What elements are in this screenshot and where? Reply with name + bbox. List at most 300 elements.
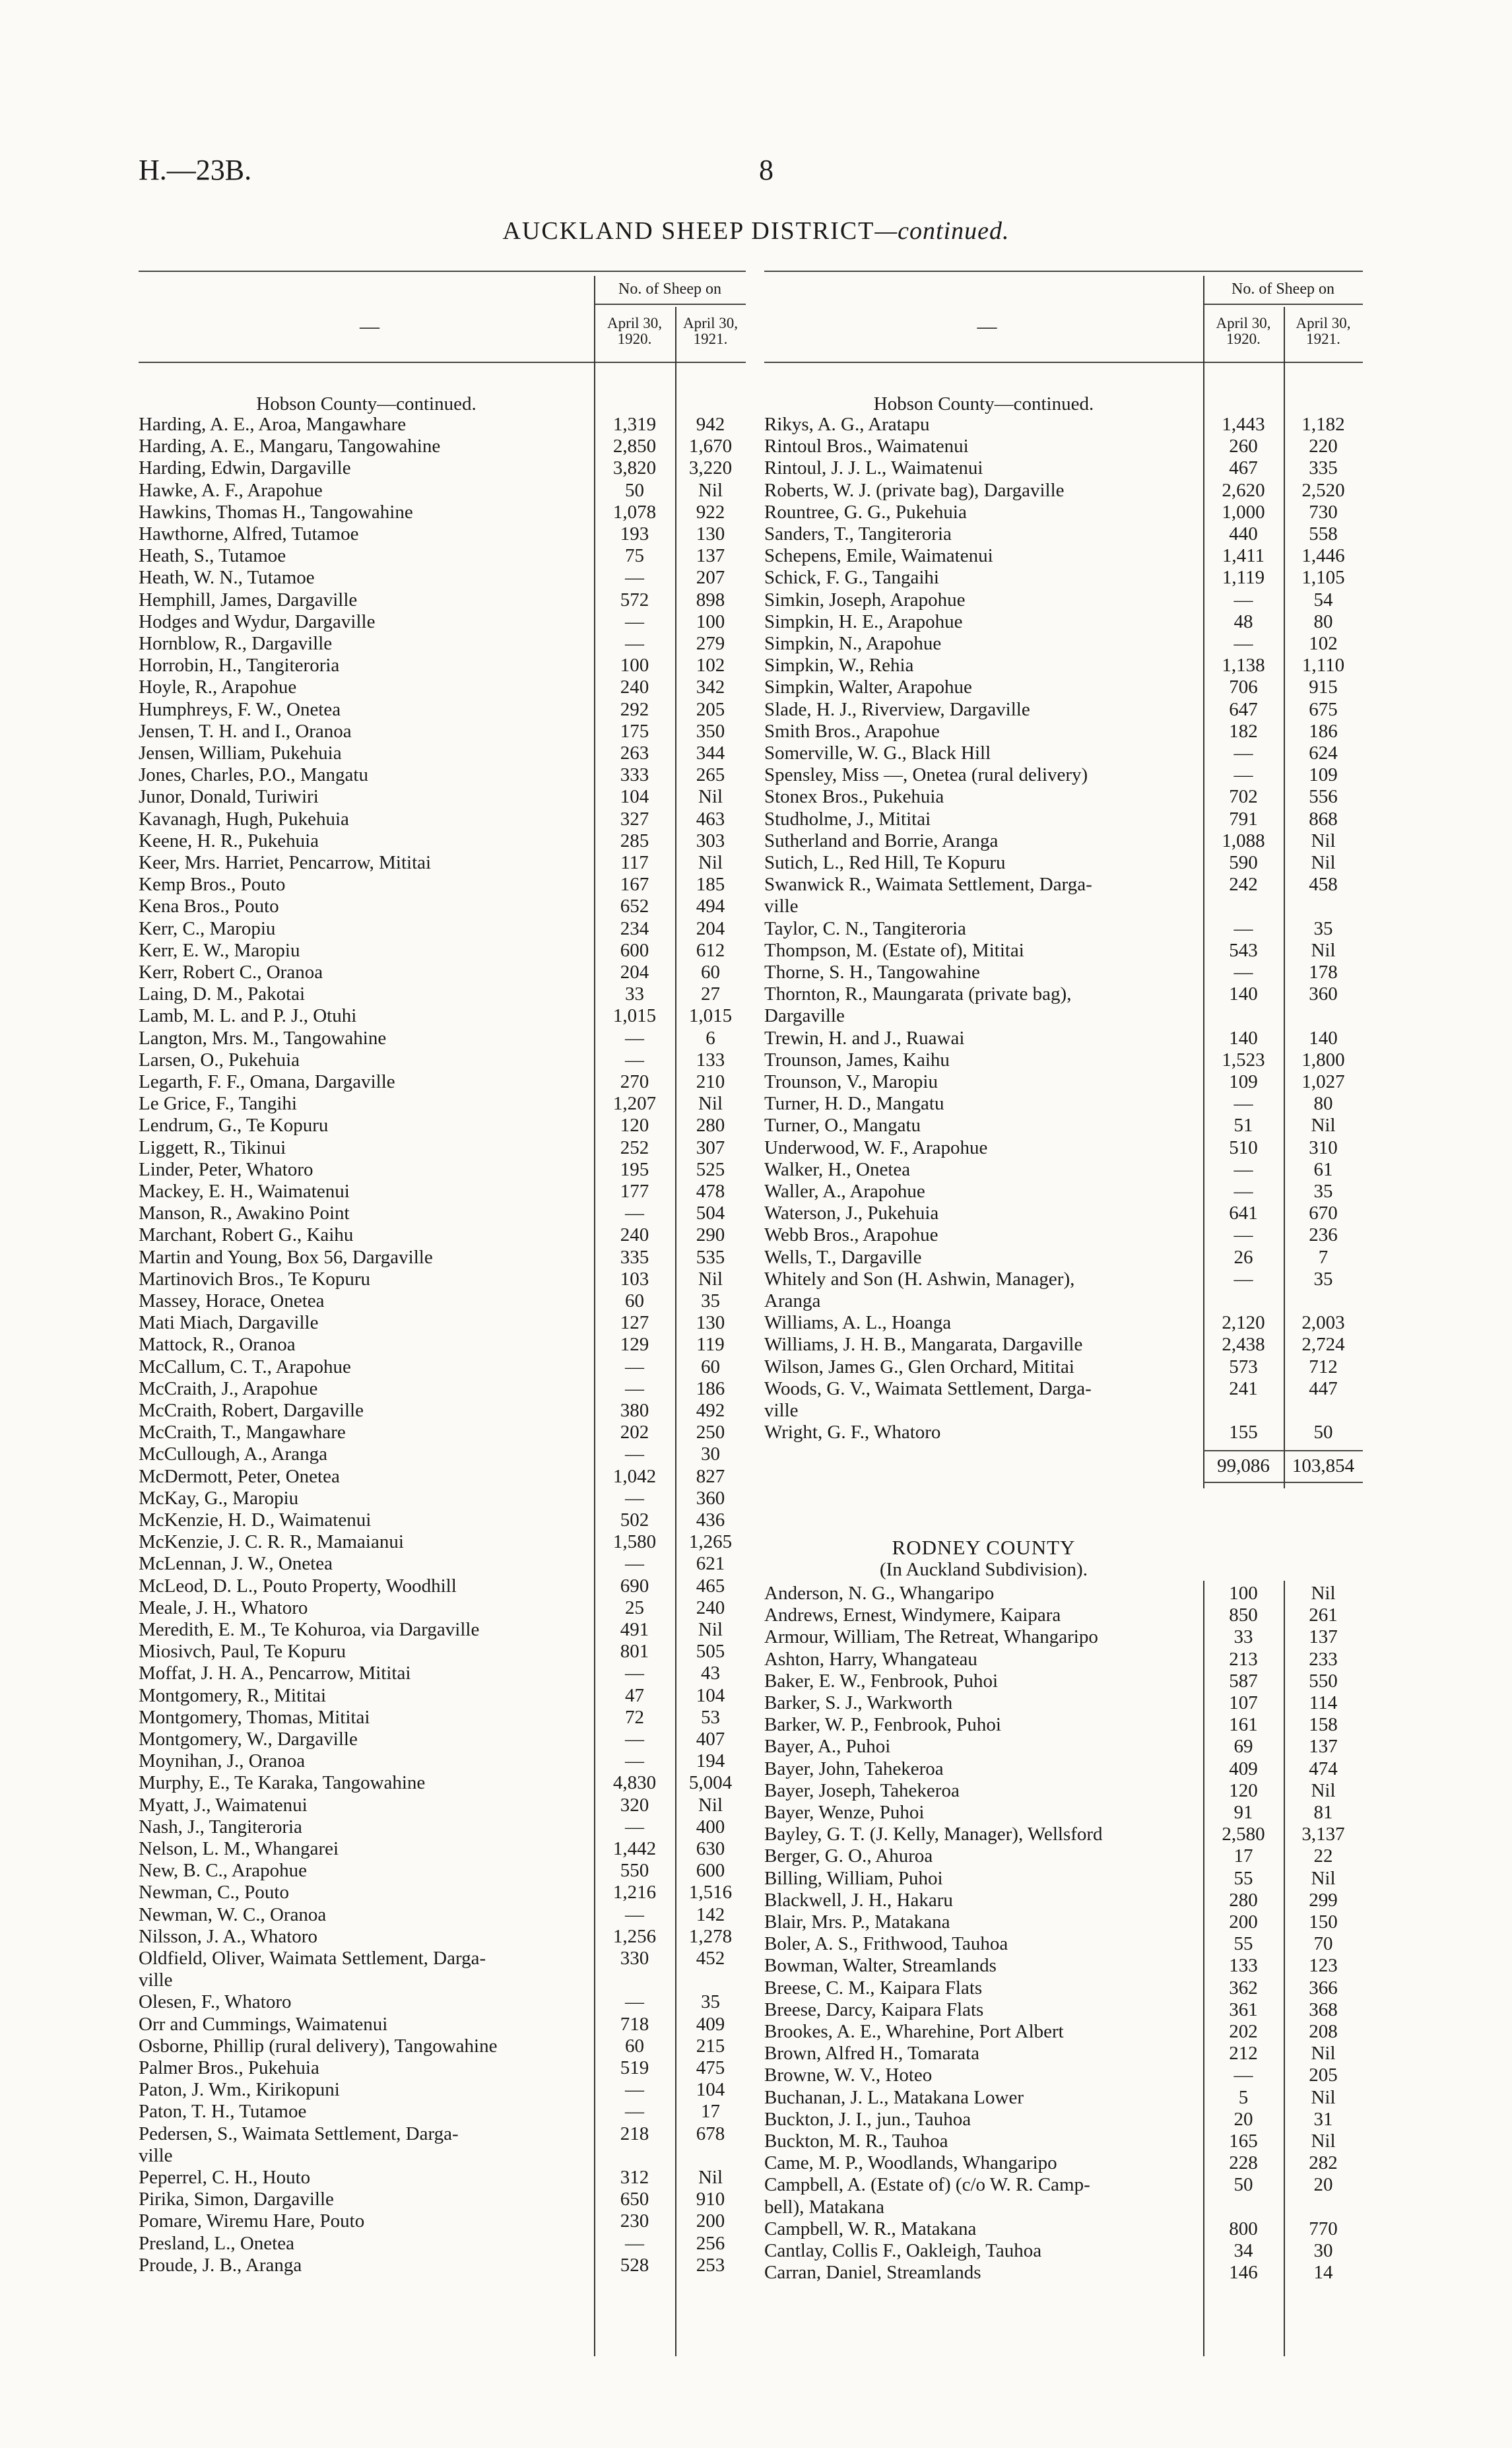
right-row (764, 1115, 1363, 1137)
left-row (139, 721, 746, 743)
sheep-1920: 1,042 (612, 1465, 657, 1487)
owner-name: Keene, H. R., Pukehuia (139, 830, 319, 851)
sheep-1921: 2,003 (1301, 1312, 1345, 1334)
rodney-row (764, 1780, 1363, 1802)
left-row (139, 743, 746, 764)
left-row (139, 1641, 746, 1663)
sheep-1920: 195 (620, 1158, 649, 1180)
sheep-1920: 177 (620, 1181, 649, 1202)
right-row (764, 1247, 1363, 1269)
owner-name: Bayer, Joseph, Tahekeroa (764, 1779, 960, 1801)
owner-name: Brookes, A. E., Wharehine, Port Albert (764, 2021, 1064, 2042)
sheep-1921: 621 (696, 1553, 725, 1575)
sheep-1920: 241 (1229, 1377, 1258, 1399)
owner-name: Trounson, V., Maropiu (764, 1071, 938, 1092)
left-row (139, 457, 746, 479)
sheep-1920: — (1233, 1181, 1253, 1202)
sheep-1920: 362 (1229, 1977, 1258, 1999)
owner-name: Breese, Darcy, Kaipara Flats (764, 1999, 984, 2020)
sheep-1920: 202 (1229, 2021, 1258, 2042)
owner-name: Simpkin, H. E., Arapohue (764, 611, 963, 632)
sheep-1920: 117 (620, 852, 649, 873)
sheep-1921: 137 (1309, 1736, 1338, 1758)
sheep-1921: 236 (1309, 1224, 1338, 1246)
sheep-1920: 292 (620, 698, 649, 720)
owner-name: Trounson, James, Kaihu (764, 1049, 950, 1071)
right-row (764, 918, 1363, 940)
sheep-1920: 380 (620, 1400, 649, 1421)
sheep-1921: 1,800 (1301, 1049, 1345, 1071)
title-main: AUCKLAND SHEEP DISTRICT (502, 217, 875, 245)
owner-name: Underwood, W. F., Arapohue (764, 1137, 988, 1158)
sheep-1921: 504 (696, 1203, 725, 1224)
sheep-1920: 573 (1229, 1356, 1258, 1377)
owner-name: Breese, C. M., Kaipara Flats (764, 1977, 983, 1999)
sheep-1921: 20 (1313, 2174, 1333, 2196)
col-header-1921-line: 1921. (1306, 331, 1340, 347)
left-row (139, 1991, 746, 2013)
owner-name: Pirika, Simon, Dargaville (139, 2189, 334, 2210)
sheep-1921: 6 (706, 1027, 715, 1049)
left-row (139, 1619, 746, 1641)
left-row (139, 1181, 746, 1203)
sheep-1920: 146 (1229, 2262, 1258, 2284)
owner-name: Webb Bros., Arapohue (764, 1224, 938, 1246)
owner-name: Sutherland and Borrie, Aranga (764, 830, 999, 851)
sheep-1921: 35 (1313, 1181, 1333, 1202)
right-row (764, 633, 1363, 655)
sheep-1921: 35 (701, 1290, 720, 1311)
rodney-row (764, 2021, 1363, 2043)
sheep-1920: 702 (1229, 786, 1258, 808)
left-row (139, 1597, 746, 1619)
left-row (139, 1553, 746, 1575)
sheep-1920: 240 (620, 1224, 649, 1246)
sheep-1921: Nil (1311, 1779, 1336, 1801)
left-row (139, 1838, 746, 1860)
sheep-1920: 252 (620, 1137, 649, 1158)
left-row (139, 874, 746, 896)
sheep-1920: 200 (1229, 1911, 1258, 1933)
left-row (139, 1028, 746, 1049)
owner-name: Schick, F. G., Tangaihi (764, 567, 939, 589)
sheep-1921: 200 (696, 2210, 725, 2232)
sheep-1920: 120 (620, 1115, 649, 1137)
sheep-1920: 1,207 (612, 1093, 657, 1115)
right-row (764, 1224, 1363, 1246)
owner-name: McCullough, A., Aranga (139, 1443, 327, 1465)
sheep-1920: — (625, 1750, 644, 1772)
owner-name: Montgomery, Thomas, Mititai (139, 1706, 370, 1728)
left-row (139, 1093, 746, 1115)
sheep-1921: 22 (1313, 1845, 1333, 1867)
sheep-1921: 670 (1309, 1203, 1338, 1224)
owner-name: Simpkin, N., Arapohue (764, 633, 942, 654)
left-row (139, 1904, 746, 1926)
sheep-1920: 60 (625, 1290, 644, 1311)
sheep-1921: 280 (696, 1115, 725, 1137)
owner-name: Junor, Donald, Turiwiri (139, 786, 319, 808)
owner-name: Rountree, G. G., Pukehuia (764, 501, 967, 523)
right-row (764, 457, 1363, 479)
owner-name: Williams, A. L., Hoanga (764, 1312, 952, 1334)
sheep-1921: 208 (1309, 2021, 1338, 2042)
right-row (764, 655, 1363, 677)
sheep-1920: 228 (1229, 2152, 1258, 2174)
owner-name: Nilsson, J. A., Whatoro (139, 1925, 317, 1947)
sheep-1921: 1,110 (1301, 655, 1345, 677)
left-row (139, 1860, 746, 1882)
sheep-1920: 330 (620, 1948, 649, 1969)
owner-name: McLeod, D. L., Pouto Property, Woodhill (139, 1575, 457, 1597)
sheep-1921: 1,015 (688, 1005, 733, 1027)
sheep-1920: 33 (625, 983, 644, 1005)
sheep-1921: 35 (1313, 917, 1333, 939)
sheep-1920: 312 (620, 2167, 649, 2188)
sheep-1920: 167 (620, 874, 649, 896)
sheep-1920: 60 (625, 2035, 644, 2057)
sheep-1920: 647 (1229, 698, 1258, 720)
owner-name: Simkin, Joseph, Arapohue (764, 589, 966, 611)
sheep-1920: 120 (1229, 1779, 1258, 1801)
right-row (764, 1334, 1363, 1356)
owner-name: Bayer, John, Tahekeroa (764, 1758, 944, 1779)
sheep-1920: 25 (625, 1597, 644, 1618)
sheep-1920: 182 (1229, 720, 1258, 742)
sheep-1921: 114 (1309, 1692, 1338, 1713)
sheep-1921: 220 (1309, 436, 1338, 457)
owner-name: Blair, Mrs. P., Matakana (764, 1911, 950, 1933)
sheep-1921: 123 (1309, 1955, 1338, 1977)
owner-name: Schepens, Emile, Waimatenui (764, 545, 993, 567)
left-row (139, 2014, 746, 2035)
owner-name: Rintoul, J. J. L., Waimatenui (764, 457, 983, 479)
left-row (139, 1509, 746, 1531)
sheep-1920: 801 (620, 1641, 649, 1663)
sheep-1921: 942 (696, 414, 725, 435)
col-header-1921-line: April 30, (682, 315, 739, 331)
owner-name: McCraith, J., Arapohue (139, 1377, 318, 1399)
sheep-1921: Nil (698, 786, 723, 808)
sheep-1920: — (625, 611, 644, 632)
owner-name: Horrobin, H., Tangiteroria (139, 655, 340, 677)
owner-name: Miosivch, Paul, Te Kopuru (139, 1641, 346, 1663)
sheep-1920: 55 (1233, 1933, 1253, 1955)
sheep-1920: — (1233, 589, 1253, 611)
right-row (764, 1400, 1363, 1422)
sheep-1920: 519 (620, 2057, 649, 2078)
owner-name: Mattock, R., Oranoa (139, 1334, 296, 1356)
left-row (139, 480, 746, 502)
sheep-1920: — (625, 1663, 644, 1684)
owner-name: Hodges and Wydur, Dargaville (139, 611, 376, 632)
sheep-1921: Nil (698, 1093, 723, 1115)
sheep-1921: 81 (1313, 1802, 1333, 1823)
owner-name: Paton, J. Wm., Kirikopuni (139, 2079, 340, 2101)
owner-name: Andrews, Ernest, Windymere, Kaipara (764, 1604, 1061, 1626)
sheep-1920: 127 (620, 1312, 649, 1334)
sheep-1921: 30 (1313, 2240, 1333, 2261)
total-1920: 99,086 (1217, 1455, 1270, 1477)
owner-name: Buckton, M. R., Tauhoa (764, 2131, 948, 2152)
rodney-row (764, 2240, 1363, 2262)
owner-name: Rikys, A. G., Aratapu (764, 414, 930, 435)
owner-name: Moynihan, J., Oranoa (139, 1750, 306, 1772)
right-row (764, 1203, 1363, 1224)
owner-name: Nelson, L. M., Whangarei (139, 1838, 339, 1859)
left-row (139, 896, 746, 917)
rodney-row (764, 2218, 1363, 2240)
sheep-1921: 474 (1309, 1758, 1338, 1779)
sheep-1921: 436 (696, 1509, 725, 1531)
left-row (139, 2123, 746, 2145)
sheep-1921: 137 (1309, 1626, 1338, 1648)
page-header-ref: H.—23B. (139, 154, 252, 186)
sheep-1921: 17 (701, 2101, 720, 2123)
left-row (139, 1948, 746, 1969)
page-title (0, 216, 1512, 246)
right-row (764, 436, 1363, 457)
owner-name: Baker, E. W., Fenbrook, Puhoi (764, 1670, 999, 1692)
rodney-row (764, 1824, 1363, 1845)
owner-name: Mackey, E. H., Waimatenui (139, 1181, 350, 1202)
sheep-1920: 1,088 (1222, 830, 1265, 851)
sheep-1921: 137 (696, 545, 725, 567)
sheep-1920: 2,580 (1222, 1824, 1265, 1845)
sheep-1920: 100 (620, 655, 649, 677)
sheep-1920: 587 (1229, 1670, 1258, 1692)
sheep-1920: 109 (1229, 1071, 1258, 1092)
left-row (139, 1795, 746, 1816)
sheep-1920: — (1233, 962, 1253, 983)
col-header-1920-line: 1920. (1226, 331, 1261, 347)
owner-name: Barker, W. P., Fenbrook, Puhoi (764, 1714, 1001, 1736)
owner-name: Waller, A., Arapohue (764, 1181, 925, 1202)
sheep-1921: 133 (696, 1049, 725, 1071)
left-row (139, 545, 746, 567)
owner-name: Bayley, G. T. (J. Kelly, Manager), Wellsford (764, 1824, 1103, 1845)
sheep-1920: — (1233, 2065, 1253, 2086)
owner-name: Buckton, J. I., jun., Tauhoa (764, 2108, 971, 2130)
sheep-1921: 447 (1309, 1377, 1338, 1399)
sheep-1920: 218 (620, 2123, 649, 2144)
sheep-1921: 366 (1309, 1977, 1338, 1999)
owner-name: Langton, Mrs. M., Tangowahine (139, 1027, 387, 1049)
owner-name: Heath, W. N., Tutamoe (139, 567, 315, 589)
left-row (139, 1269, 746, 1290)
sheep-1920: 4,830 (612, 1772, 657, 1794)
header-top-rule (764, 271, 1363, 272)
sheep-1921: 465 (696, 1575, 725, 1597)
right-row (764, 414, 1363, 436)
owner-name: Swanwick R., Waimata Settlement, Darga- (764, 874, 1092, 896)
sheep-1920: 550 (620, 1860, 649, 1882)
sheep-1921: Nil (698, 852, 723, 873)
left-row (139, 1926, 746, 1948)
owner-name: Laing, D. M., Pakotai (139, 983, 306, 1005)
sheep-1920: — (625, 2101, 644, 2123)
sheep-1921: 27 (701, 983, 720, 1005)
left-row (139, 983, 746, 1005)
left-row (139, 1312, 746, 1334)
sheep-1921: 240 (696, 1597, 725, 1618)
sheep-1920: 510 (1229, 1137, 1258, 1158)
sheep-1921: 335 (1309, 457, 1338, 479)
section-heading-hobson: Hobson County—continued. (873, 393, 1094, 414)
sheep-1920: 690 (620, 1575, 649, 1597)
owner-name: Massey, Horace, Onetea (139, 1290, 325, 1311)
total-1921: 103,854 (1292, 1455, 1355, 1477)
sheep-1920: 320 (620, 1794, 649, 1816)
sheep-1921: 186 (1309, 720, 1338, 742)
sheep-1920: — (625, 1203, 644, 1224)
left-row (139, 699, 746, 721)
sheep-1921: 104 (696, 1684, 725, 1706)
section-subheading-rodney: (In Auckland Subdivision). (880, 1559, 1088, 1580)
sheep-1920: — (625, 2079, 644, 2101)
name-column-header: — (977, 315, 997, 337)
sheep-1920: 72 (625, 1706, 644, 1728)
sheep-1920: — (625, 1729, 644, 1750)
sheep-1921: 265 (696, 764, 725, 786)
sheep-1920: 641 (1229, 1203, 1258, 1224)
owner-name: Campbell, W. R., Matakana (764, 2218, 977, 2239)
owner-name: Bayer, A., Puhoi (764, 1736, 891, 1758)
owner-name: Myatt, J., Waimatenui (139, 1794, 308, 1816)
owner-name: Lamb, M. L. and P. J., Otuhi (139, 1005, 357, 1027)
sheep-1920: 48 (1233, 611, 1253, 632)
right-row (764, 743, 1363, 764)
sheep-1921: Nil (1311, 1583, 1336, 1604)
col-header-1920-line: April 30, (1216, 315, 1271, 331)
col-header-1921 (1284, 315, 1363, 347)
left-row (139, 1356, 746, 1378)
sheep-1921: Nil (698, 479, 723, 501)
page-number: 8 (759, 154, 773, 186)
rodney-row (764, 1890, 1363, 1911)
sheep-1920: 50 (1233, 2174, 1253, 2196)
sheep-1920: 572 (620, 589, 649, 611)
sheep-1921: 186 (696, 1377, 725, 1399)
right-row (764, 1422, 1363, 1443)
owner-name: Newman, W. C., Oranoa (139, 1903, 327, 1925)
sheep-1920: — (1233, 1093, 1253, 1115)
owner-name: Smith Bros., Arapohue (764, 720, 940, 742)
owner-name: Osborne, Phillip (rural delivery), Tangowahine (139, 2035, 498, 2057)
sheep-1921: 215 (696, 2035, 725, 2057)
owner-name: Wilson, James G., Glen Orchard, Mititai (764, 1356, 1074, 1377)
sheep-1921: 119 (696, 1334, 725, 1356)
owner-name: McCraith, T., Mangawhare (139, 1422, 346, 1443)
rodney-row (764, 2065, 1363, 2086)
right-row (764, 567, 1363, 589)
left-row (139, 1115, 746, 1137)
sheep-1921: 535 (696, 1246, 725, 1268)
left-row (139, 809, 746, 830)
sheep-1921: 1,105 (1301, 567, 1345, 589)
sheep-1921: 185 (696, 874, 725, 896)
right-row (764, 786, 1363, 808)
sheep-1921: 344 (696, 743, 725, 764)
right-row (764, 721, 1363, 743)
owner-name: Simpkin, W., Rehia (764, 655, 914, 677)
left-row (139, 1750, 746, 1772)
sheep-1920: 5 (1238, 2086, 1249, 2108)
sheep-1921: 475 (696, 2057, 725, 2078)
sheep-1921: 31 (1313, 2108, 1333, 2130)
sheep-1920: 161 (1229, 1714, 1258, 1736)
sheep-1921: 102 (1309, 633, 1338, 654)
owner-name: Nash, J., Tangiteroria (139, 1816, 302, 1837)
sheep-1920: 69 (1233, 1736, 1253, 1758)
owner-name: Keer, Mrs. Harriet, Pencarrow, Mititai (139, 852, 432, 873)
rodney-row (764, 2131, 1363, 2152)
sheep-1920: 129 (620, 1334, 649, 1356)
sheep-1921: 80 (1313, 611, 1333, 632)
owner-name: Larsen, O., Pukehuia (139, 1049, 300, 1071)
col-header-1920-line: April 30, (607, 315, 663, 331)
total-rule (1203, 1450, 1363, 1451)
right-row (764, 480, 1363, 502)
sheep-1920: 230 (620, 2210, 649, 2232)
left-row (139, 2255, 746, 2276)
sheep-1921: 256 (696, 2232, 725, 2254)
sheep-1920: 55 (1233, 1867, 1253, 1889)
sheep-1921: 922 (696, 501, 725, 523)
sheep-1920: 361 (1229, 1999, 1258, 2020)
sheep-1921: 612 (696, 939, 725, 961)
left-row (139, 1969, 746, 1991)
col-header-1921-line: 1921. (693, 331, 728, 347)
right-row (764, 545, 1363, 567)
sheep-1920: 140 (1229, 1027, 1258, 1049)
name-column-header: — (360, 315, 379, 337)
left-row (139, 1663, 746, 1684)
owner-name: Liggett, R., Tikinui (139, 1137, 286, 1158)
sheep-1921: Nil (1311, 1867, 1336, 1889)
sheep-1920: 75 (625, 545, 644, 567)
left-row (139, 1400, 746, 1422)
sheep-1920: 133 (1229, 1955, 1258, 1977)
sheep-1921: Nil (698, 1619, 723, 1640)
sheep-1920: — (625, 1356, 644, 1377)
total-bottom-rule (1203, 1482, 1363, 1483)
rodney-row (764, 1933, 1363, 1955)
sheep-1920: 1,442 (612, 1838, 657, 1859)
left-row (139, 1203, 746, 1224)
sheep-1920: 155 (1229, 1422, 1258, 1443)
right-row (764, 1049, 1363, 1071)
sheep-1921: 458 (1309, 874, 1338, 896)
sheep-1920: 1,443 (1222, 414, 1265, 435)
left-row (139, 940, 746, 962)
group-underline (594, 304, 746, 305)
right-row (764, 502, 1363, 523)
sheep-1921: 104 (696, 2079, 725, 2101)
sheep-1921: 150 (1309, 1911, 1338, 1933)
owner-name: Paton, T. H., Tutamoe (139, 2101, 307, 2123)
sheep-1920: — (625, 1049, 644, 1071)
sheep-1921: 178 (1309, 962, 1338, 983)
owner-name: Berger, G. O., Ahuroa (764, 1845, 933, 1867)
sheep-1921: 463 (696, 808, 725, 830)
left-row (139, 1707, 746, 1729)
sheep-1920: 800 (1229, 2218, 1258, 2239)
sheep-1920: 20 (1233, 2108, 1253, 2130)
owner-name: Montgomery, R., Mititai (139, 1684, 327, 1706)
owner-name: Jensen, T. H. and I., Oranoa (139, 720, 352, 742)
right-row (764, 1290, 1363, 1312)
